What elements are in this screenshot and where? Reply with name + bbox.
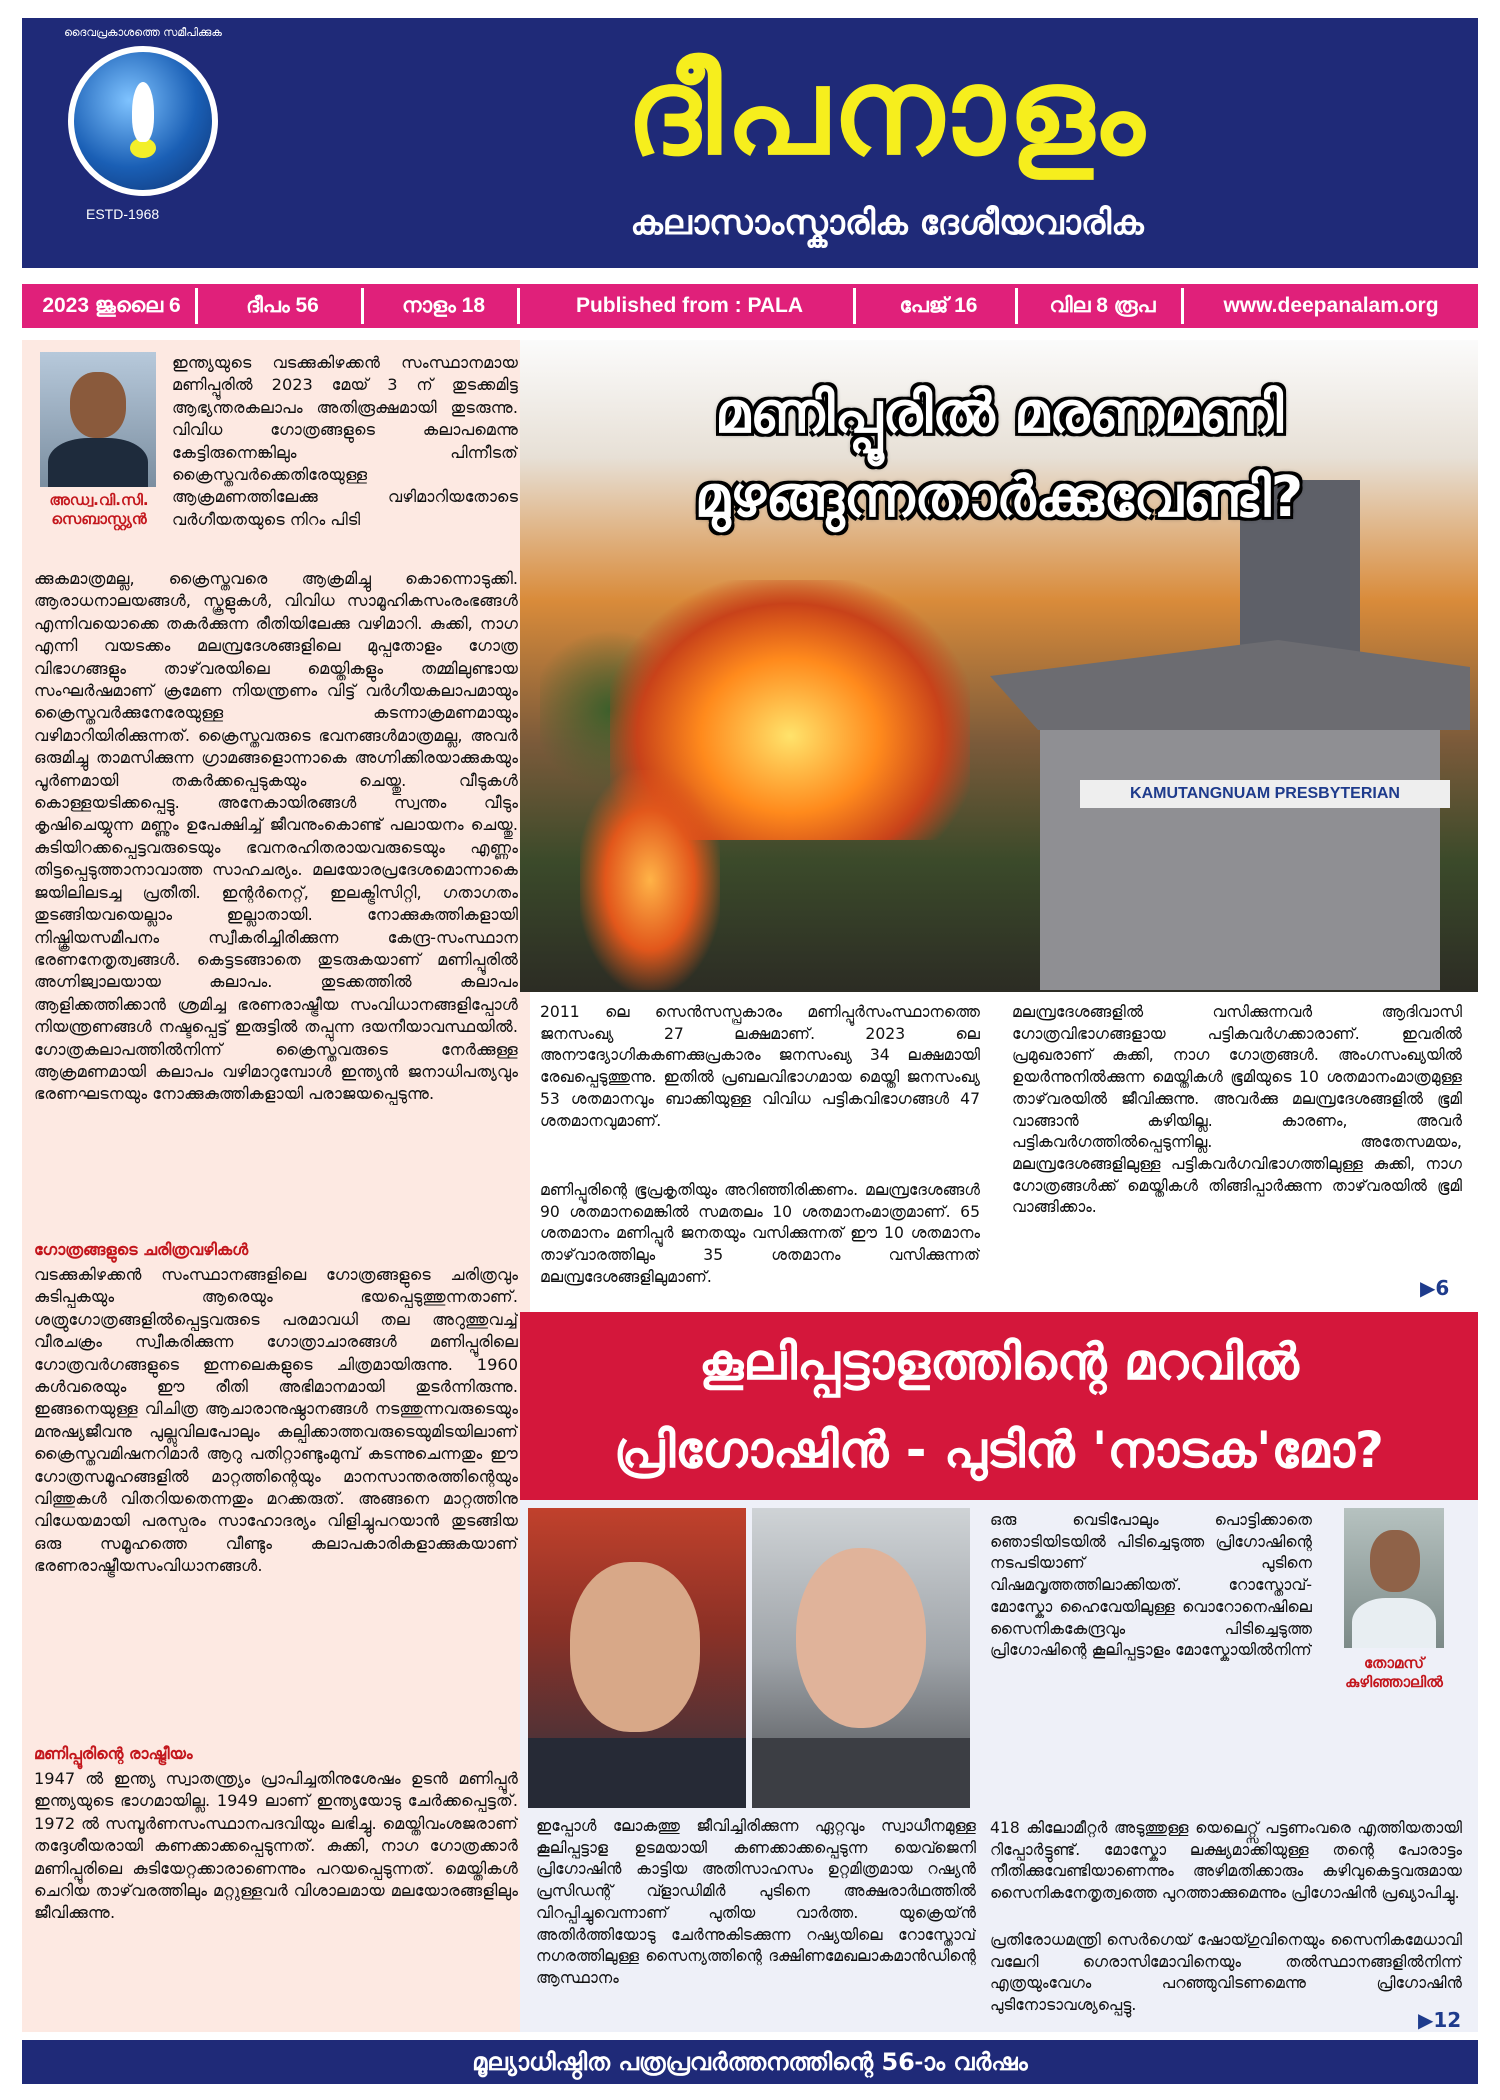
church-banner: KAMUTANGNUAM PRESBYTERIAN xyxy=(1080,780,1450,808)
lead-mid-p2: മണിപ്പൂരിന്റെ ഭൂപ്രകൃതിയും അറിഞ്ഞിരിക്കണം. മലമ്പ്രദേശങ്ങൾ 90 ശതമാനമെങ്കിൽ സമതലം 10 ശതമാനംമാത്രമാണ്. 65 ശതമാനം മണിപ്പൂർ ജനതയും വസിക്കുന്നത് ഈ 10 ശതമാനം താഴ്‌വാരത്തിലും 35 ശതമാനം വസിക്കുന്നത് മലമ്പ്രദേശങ്ങളിലുമാണ്. xyxy=(540,1181,980,1286)
issue-deepam: ദീപം 56 xyxy=(204,288,364,324)
second-continued: ▶12 xyxy=(1418,2008,1462,2032)
lamp-globe-icon xyxy=(68,46,218,196)
issue-price: വില 8 രൂപ xyxy=(1024,288,1184,324)
author-name-1: അഡ്വ.വി.സി. സെബാസ്റ്റ്യൻ xyxy=(49,491,149,528)
prigozhin-photo xyxy=(752,1508,970,1808)
issue-naalam: നാളം 18 xyxy=(370,288,520,324)
second-right-main: 418 കിലോമീറ്റർ അടുത്തുള്ള യെലെറ്റ്സ് പട്ടണംവരെ എത്തിയതായി റിപ്പോർട്ടുണ്ട്. മോസ്കോ ലക്ഷ്യമാക്കിയുള്ള തന്റെ പോരാട്ടം നീതിക്കുവേണ്ടിയാണെന്നും അഴിമതിക്കാരും കഴിവുകെട്ടവരുമായ സൈനികനേതൃത്വത്തെ പുറത്താക്കുമെന്നും പ്രിഗോഷിൻ പ്രഖ്യാപിച്ചു. xyxy=(990,1819,1462,1903)
masthead-title: ദീപനാളം xyxy=(625,43,1149,182)
masthead xyxy=(22,18,1478,268)
author-byline-2 xyxy=(1320,1508,1468,1728)
second-right-wrap: ഒരു വെടിപോലും പൊട്ടിക്കാതെ ഞൊടിയിടയിൽ പിടിച്ചെടുത്ത പ്രിഗോഷിന്റെ നടപടിയാണ് പുടിനെ വിഷമവൃത്തത്തിലാക്കിയത്. റോസ്തോവ്-മോസ്കോ ഹൈവേയിലുള്ള വൊറോനെഷിലെ സൈനികകേന്ദ്രവും പിടിച്ചെടുത്ത പ്രിഗോഷിന്റെ കൂലിപ്പട്ടാളം മോസ്കോയിൽനിന്ന് xyxy=(990,1511,1312,1660)
second-headline xyxy=(520,1312,1478,1500)
lead-headline-line1: മണിപ്പൂരിൽ മരണമണി xyxy=(715,381,1283,446)
issue-pages: പേജ് 16 xyxy=(862,288,1018,324)
left-column xyxy=(22,340,530,2032)
issue-published: Published from : PALA xyxy=(526,288,856,324)
lead-headline-line2: മുഴങ്ങുന്നതാർക്കുവേണ്ടി? xyxy=(694,465,1304,530)
subhead-history: ഗോത്രങ്ങളുടെ ചരിത്രവഴികൾ xyxy=(34,1240,249,1259)
flame-icon xyxy=(130,138,156,158)
logo-arc-text: ദൈവപ്രകാശത്തെ സമീപിക്കുക xyxy=(64,26,222,39)
second-headline-line2: പ്രിഗോഷിൻ - പുടിൻ 'നാടക'മോ? xyxy=(614,1421,1384,1479)
logo-estd: ESTD-1968 xyxy=(86,206,160,222)
subhead-politics: മണിപ്പൂരിന്റെ രാഷ്ട്രീയം xyxy=(34,1744,193,1763)
lead-col1-history: വടക്കുകിഴക്കൻ സംസ്ഥാനങ്ങളിലെ ഗോത്രങ്ങളുടെ ചരിത്രവും കുടിപ്പകയും ആരെയും ഭയപ്പെടുത്തുന്നതാണ്. ശത്രുഗോത്രങ്ങളിൽപ്പെട്ടവരുടെ പരമാവധി തല അറുത്തുവച്ച് വീരചക്രം സ്വീകരിക്കുന്ന ഗോത്രാചാരങ്ങൾ മണിപ്പൂരിലെ ഗോത്രവർഗങ്ങളുടെ ഇന്നലെകളുടെ ചിത്രമായിരുന്നു. 1960 കൾവരെയും ഈ രീതി അഭിമാനമായി തുടർന്നിരുന്നു. ഇങ്ങനെയുള്ള വിചിത്ര ആചാരാനുഷ്ഠാനങ്ങൾ നടത്തുന്നവരുടെയും മനുഷ്യജീവനു പുല്ലുവിലപോലും കല്പിക്കാത്തവരുടെയുമിടയിലാണ് ക്രൈസ്തവമിഷനറിമാർ ആറു പതിറ്റാണ്ടുംമുമ്പ് കടന്നുചെന്നതും ഈ ഗോത്രസമൂഹങ്ങളിൽ മാറ്റത്തിന്റെയും മാനസാന്തരത്തിന്റെയും വിത്തുകൾ വിതറിയതെന്നതും മറക്കരുത്. അങ്ങനെ മാറ്റത്തിനു വിധേയമായി പരസ്പരം സാഹോദര്യം വിളിച്ചുപറയാൻ തുടങ്ങിയ ഒരു സമൂഹത്തെ വീണ്ടും കലാപകാരികളാക്കുകയാണ് ഭരണരാഷ്ട്രീയസംവിധാനങ്ങൾ. xyxy=(34,1265,518,1576)
lead-continued: ▶6 xyxy=(1420,1276,1450,1300)
issue-info-bar xyxy=(22,284,1478,328)
issue-date: 2023 ജൂലൈ 6 xyxy=(28,288,198,324)
lead-col1-wrap: ഇന്ത്യയുടെ വടക്കുകിഴക്കൻ സംസ്ഥാനമായ മണിപ്പൂരിൽ 2023 മേയ് 3 ന് തുടക്കമിട്ട ആഭ്യന്തരകലാപം അതിരൂക്ഷമായി തുടരുന്നു. വിവിധ ഗോത്രങ്ങളുടെ കലാപമെന്നു കേട്ടിരുന്നെങ്കിലും പിന്നീടത് ക്രൈസ്തവർക്കെതിരേയുള്ള ആക്രമണത്തിലേക്കു വഴിമാറിയതോടെ വർഗീയതയുടെ നിറം പിടി xyxy=(172,353,518,529)
footer-banner: മൂല്യാധിഷ്ഠിത പത്രപ്രവർത്തനത്തിന്റെ 56-ാം വർഷം xyxy=(22,2040,1478,2084)
author-photo-1 xyxy=(40,352,156,487)
website-link[interactable]: www.deepanalam.org xyxy=(1190,288,1472,324)
lead-right-p1: മലമ്പ്രദേശങ്ങളിൽ വസിക്കുന്നവർ ആദിവാസി ഗോത്രവിഭാഗങ്ങളായ പട്ടികവർഗക്കാരാണ്. ഇവരിൽ പ്രമുഖരാണ് കുക്കി, നാഗ ഗോത്രങ്ങൾ. അംഗസംഖ്യയിൽ ഉയർന്നുനിൽക്കുന്ന മെയ്തികൾ ഭൂമിയുടെ 10 ശതമാനംമാത്രമുള്ള താഴ്‌വരയിൽ ജീവിക്കുന്നു. അവർക്കു മലമ്പ്രദേശങ്ങളിൽ ഭൂമി വാങ്ങാൻ കഴിയില്ല. കാരണം, അവർ പട്ടികവർഗത്തിൽപ്പെടുന്നില്ല. അതേസമയം, മലമ്പ്രദേശങ്ങളിലുള്ള പട്ടികവർഗവിഭാഗത്തിലുള്ള കുക്കി, നാഗ ഗോത്രങ്ങൾക്ക് മെയ്തികൾ തിങ്ങിപ്പാർക്കുന്ന താഴ്‌വരയിൽ ഭൂമി വാങ്ങിക്കാം. xyxy=(1012,1003,1462,1217)
second-headline-line1: കൂലിപ്പട്ടാളത്തിന്റെ മറവിൽ xyxy=(699,1333,1299,1391)
lead-mid-p1: 2011 ലെ സെൻസസ്പ്രകാരം മണിപ്പൂർസംസ്ഥാനത്തെ ജനസംഖ്യ 27 ലക്ഷമാണ്. 2023 ലെ അനൗദ്യോഗികകണക്കുപ്രകാരം ജനസംഖ്യ 34 ലക്ഷമായി രേഖപ്പെടുത്തുന്നു. ഇതിൽ പ്രബലവിഭാഗമായ മെയ്തി ജനസംഖ്യ 53 ശതമാനവും ബാക്കിയുള്ള വിവിധ പട്ടികവിഭാഗങ്ങൾ 47 ശതമാനവുമാണ്. xyxy=(540,1003,980,1130)
second-right-p2: പ്രതിരോധമന്ത്രി സെർഗെയ് ഷോയ്ഗുവിനെയും സൈനികമേധാവി വലേറി ഗെരാസിമോവിനെയും തൽസ്ഥാനങ്ങളിൽനിന്ന് എത്രയുംവേഗം പറഞ്ഞുവിടണമെന്നു പ്രിഗോഷിൻ പുടിനോടാവശ്യപ്പെട്ടു. xyxy=(990,1931,1462,2015)
lead-headline xyxy=(540,372,1458,540)
lead-col1-politics: 1947 ൽ ഇന്ത്യ സ്വാതന്ത്ര്യം പ്രാപിച്ചതിനുശേഷം ഉടൻ മണിപ്പൂർ ഇന്ത്യയുടെ ഭാഗമായില്ല. 1949 ലാണ് ഇന്ത്യയോടു ചേർക്കപ്പെട്ടത്. 1972 ൽ സമ്പൂർണസംസ്ഥാനപദവിയും ലഭിച്ചു. മെയ്തിവംശജരാണ് തദ്ദേശീയരായി കണക്കാക്കപ്പെടുന്നത്. കുക്കി, നാഗ ഗോത്രക്കാർ മണിപ്പൂരിലെ കുടിയേറ്റക്കാരാണെന്നും പറയപ്പെടുന്നത്. മെയ്തികൾ ചെറിയ താഴ്‌വരത്തിലും മറ്റുള്ളവർ വിശാലമായ മലയോരങ്ങളിലും ജീവിക്കുന്നു. xyxy=(34,1769,518,1923)
author-name-2: തോമസ് കുഴിഞ്ഞാലിൽ xyxy=(1345,1654,1443,1691)
putin-photo xyxy=(528,1508,746,1808)
masthead-subtitle: കലാസാംസ്കാരിക ദേശീയവാരിക xyxy=(630,203,1144,243)
author-byline-1 xyxy=(34,352,164,552)
second-bottom-text: ഇപ്പോൾ ലോകത്തു ജീവിച്ചിരിക്കുന്ന ഏറ്റവും സ്വാധീനമുള്ള കൂലിപ്പട്ടാള ഉടമയായി കണക്കാക്കപ്പെടുന്ന യെവ്ജെനി പ്രിഗോഷിൻ കാട്ടിയ അതിസാഹസം ഉറ്റമിത്രമായ റഷ്യൻ പ്രസിഡന്റ് വ്ളാഡിമിർ പുടിനെ അക്ഷരാർഥത്തിൽ വിറപ്പിച്ചുവെന്നാണ് പുതിയ വാർത്ത. യുക്രെയ്ൻ അതിർത്തിയോടു ചേർന്നുകിടക്കുന്ന റഷ്യയിലെ റോസ്തോവ് നഗരത്തിലുള്ള സൈന്യത്തിന്റെ ദക്ഷിണമേഖലാകമാൻഡിന്റെ ആസ്ഥാനം xyxy=(536,1817,976,1987)
author-photo-2 xyxy=(1344,1508,1444,1648)
lead-col1-main: ക്കുകമാത്രമല്ല, ക്രൈസ്തവരെ ആക്രമിച്ചു കൊന്നൊടുക്കി. ആരാധനാലയങ്ങൾ, സ്കൂളുകൾ, വിവിധ സാമൂഹികസംരംഭങ്ങൾ എന്നിവയൊക്കെ തകർക്കുന്ന രീതിയിലേക്കു വഴിമാറി. കുക്കി, നാഗ എന്നി വയടക്കം മലമ്പ്രദേശങ്ങളിലെ മുപ്പതോളം ഗോത്ര വിഭാഗങ്ങളും താഴ്‌വരയിലെ മെയ്തികളും തമ്മിലുണ്ടായ സംഘർഷമാണ് ക്രമേണ നിയന്ത്രണം വിട്ട് വർഗീയകലാപമായും ക്രൈസ്തവർക്കുനേരേയുള്ള കടന്നാക്രമണമായും വഴിമാറിയിരിക്കുന്നത്. ക്രൈസ്തവരുടെ ഭവനങ്ങൾമാത്രമല്ല, അവർ ഒരുമിച്ചു താമസിക്കുന്ന ഗ്രാമങ്ങളൊന്നാകെ അഗ്നിക്കിരയാക്കുകയും പൂർണമായി തകർക്കപ്പെടുകയും ചെയ്തു. വീടുകൾ കൊള്ളയടിക്കപ്പെട്ടു. അനേകായിരങ്ങൾ സ്വന്തം വീടും കൃഷിചെയ്യുന്ന മണ്ണും ഉപേക്ഷിച്ച് ജീവനുംകൊണ്ട് പലായനം ചെയ്തു. കുടിയിറക്കപ്പെട്ടവരുടെയും ഭവനരഹിതരായവരുടെയും എണ്ണം തിട്ടപ്പെടുത്താനാവാത്ത സാഹചര്യം. മലയോരപ്രദേശമൊന്നാകെ ജയിലിലടച്ച പ്രതീതി. ഇന്റർനെറ്റ്, ഇലക്ട്രിസിറ്റി, ഗതാഗതം തുടങ്ങിയവയെല്ലാം ഇല്ലാതായി. നോക്കുകുത്തികളായി നിഷ്ക്രിയസമീപനം സ്വീകരിച്ചിരിക്കുന്ന കേന്ദ്ര-സംസ്ഥാന ഭരണനേതൃത്വങ്ങൾ. കെട്ടടങ്ങാതെ തുടരുകയാണ് മണിപ്പൂരിൽ അഗ്നിജ്വാലയായ കലാപം. തുടക്കത്തിൽ കലാപം ആളിക്കത്തിക്കാൻ ശ്രമിച്ച ഭരണരാഷ്ട്രീയ സംവിധാനങ്ങളിപ്പോൾ നിയന്ത്രണങ്ങൾ നഷ്ടപ്പെട്ട് ഇരുട്ടിൽ തപ്പുന്ന ദയനീയാവസ്ഥയിൽ. ഗോത്രകലാപത്തിൽനിന്ന് ക്രൈസ്തവരുടെ നേർക്കുള്ള ആക്രമണമായി കലാപം വഴിമാറുമ്പോൾ ഇന്ത്യൻ ജനാധിപത്യവും ഭരണഘടനയും നോക്കുകുത്തികളായി പരാജയപ്പെടുന്നു. xyxy=(34,569,518,1104)
